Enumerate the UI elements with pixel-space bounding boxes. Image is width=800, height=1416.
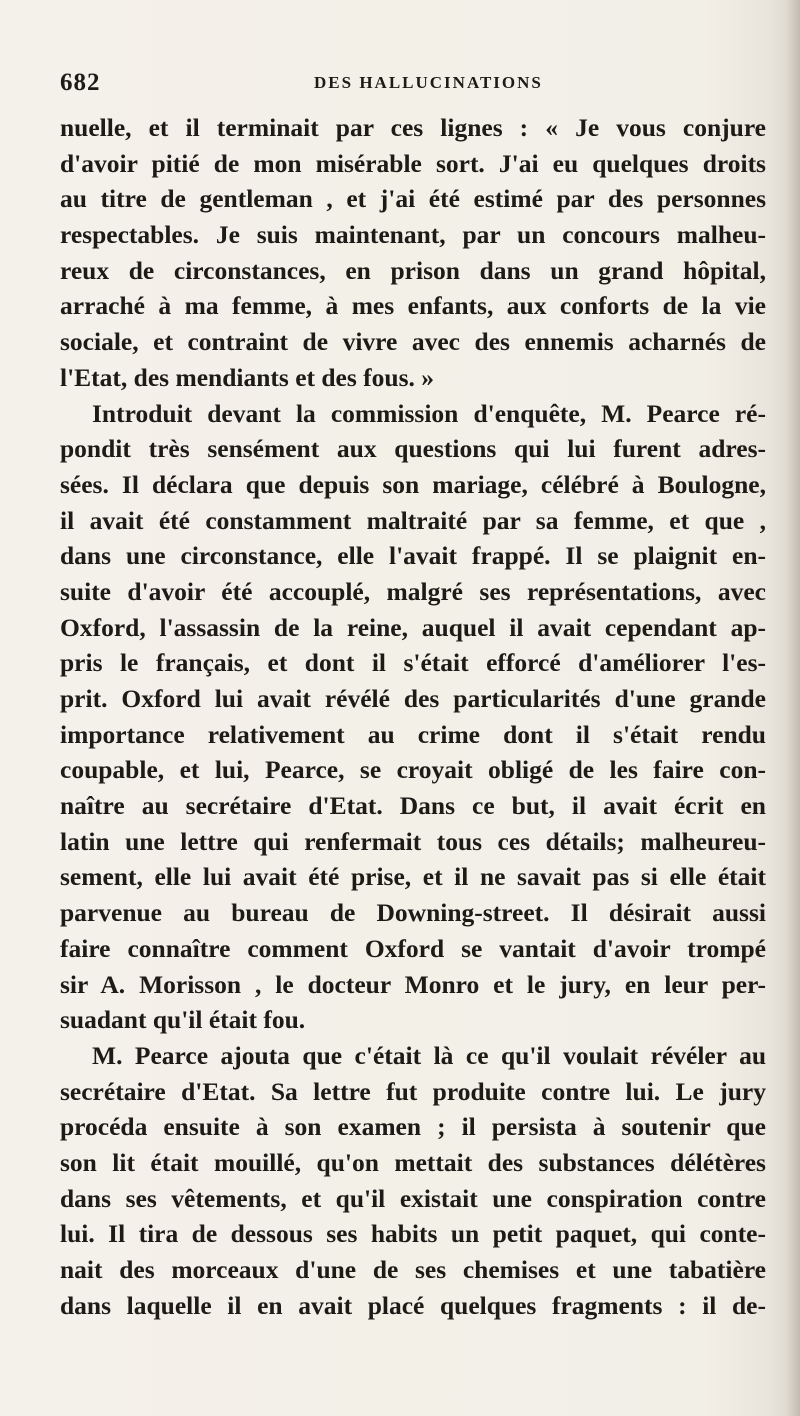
text-line: nuelle, et il terminait par ces lignes : « Je vous conjure	[60, 113, 766, 142]
text-line-paragraph-start: M. Pearce ajouta que c'était là ce qu'il voulait révéler au	[92, 1040, 766, 1070]
text-line: coupable, et lui, Pearce, se croyait obligé de les faire con-	[60, 755, 766, 785]
text-line: d'avoir pitié de mon misérable sort. J'ai eu quelques droits	[60, 148, 766, 178]
body-text	[60, 110, 766, 1323]
text-line-paragraph-start: Introduit devant la commission d'enquête, M. Pearce ré-	[92, 398, 766, 428]
text-line: reux de circonstances, en prison dans un grand hôpital,	[60, 255, 766, 285]
text-line: sées. Il déclara que depuis son mariage, célébré à Boulogne,	[60, 469, 766, 499]
text-line: suite d'avoir été accouplé, malgré ses représentations, avec	[60, 576, 766, 606]
text-line: parvenue au bureau de Downing-street. Il désirait aussi	[60, 898, 766, 928]
text-line: pris le français, et dont il s'était efforcé d'améliorer l'es-	[60, 648, 766, 678]
text-line: dans une circonstance, elle l'avait frappé. Il se plaignit en-	[60, 541, 766, 571]
page-number: 682	[60, 69, 101, 96]
text-line: importance relativement au crime dont il s'était rendu	[60, 719, 766, 749]
running-title: DES HALLUCINATIONS	[314, 73, 543, 92]
text-line: au titre de gentleman , et j'ai été estimé par des personnes	[60, 184, 766, 214]
text-line: prit. Oxford lui avait révélé des particularités d'une grande	[60, 684, 766, 713]
text-line-paragraph-end: l'Etat, des mendiants et des fous. »	[60, 362, 435, 392]
text-line: dans laquelle il en avait placé quelques fragments : il de-	[60, 1290, 766, 1320]
text-line: sement, elle lui avait été prise, et il ne savait pas si elle était	[60, 862, 766, 892]
text-line: sociale, et contraint de vivre avec des ennemis acharnés de	[60, 327, 766, 357]
text-line: arraché à ma femme, à mes enfants, aux conforts de la vie	[60, 291, 766, 321]
text-line: faire connaître comment Oxford se vantait d'avoir trompé	[60, 933, 766, 963]
page-edge-shadow	[786, 0, 800, 1416]
text-line: son lit était mouillé, qu'on mettait des substances délétères	[60, 1147, 766, 1177]
text-line: naître au secrétaire d'Etat. Dans ce but, il avait écrit en	[60, 791, 766, 821]
text-line: pondit très sensément aux questions qui lui furent adres-	[60, 434, 766, 464]
text-line: sir A. Morisson , le docteur Monro et le jury, en leur per-	[60, 969, 766, 999]
text-line: procéda ensuite à son examen ; il persista à soutenir que	[60, 1112, 766, 1142]
text-line: latin une lettre qui renfermait tous ces détails; malheureu-	[60, 826, 766, 856]
text-line-paragraph-end: suadant qu'il était fou.	[60, 1005, 306, 1035]
text-line: respectables. Je suis maintenant, par un concours malheu-	[60, 220, 766, 250]
running-head	[60, 66, 760, 100]
text-line: nait des morceaux d'une de ses chemises et une tabatière	[60, 1255, 766, 1284]
text-line: il avait été constamment maltraité par sa femme, et que ,	[60, 505, 766, 535]
text-line: dans ses vêtements, et qu'il existait une conspiration contre	[60, 1183, 766, 1213]
text-line: secrétaire d'Etat. Sa lettre fut produite contre lui. Le jury	[60, 1076, 766, 1106]
text-line: Oxford, l'assassin de la reine, auquel il avait cependant ap-	[60, 612, 766, 642]
text-line: lui. Il tira de dessous ses habits un petit paquet, qui conte-	[60, 1219, 766, 1249]
